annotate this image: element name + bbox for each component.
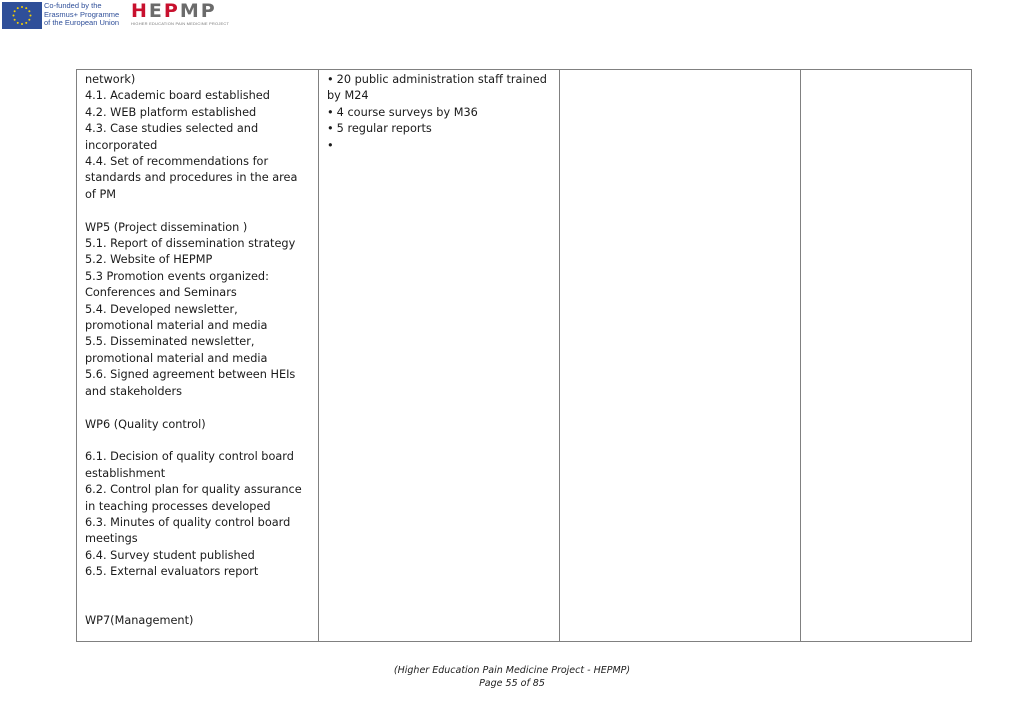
deliverable-line: promotional material and media [85, 351, 268, 365]
deliverable-line: 4.3. Case studies selected and [85, 122, 259, 136]
star-icon [28, 10, 30, 12]
logo-letter: M [179, 0, 201, 22]
deliverable-line: 4.4. Set of recommendations for [85, 155, 269, 169]
blank-line [85, 597, 310, 613]
blank-line [85, 433, 310, 449]
logo-letter: P [163, 0, 180, 22]
footer-project: (Higher Education Pain Medicine Project - HEPMP) [393, 665, 631, 676]
logo-letter: E [148, 0, 164, 22]
deliverable-line: meetings [85, 532, 138, 546]
deliverable-line: 6.3. Minutes of quality control board [85, 515, 291, 529]
deliverable-line: 6.1. Decision of quality control board [85, 450, 294, 464]
indicators-cell [319, 70, 560, 642]
indicator-line: by M24 [327, 89, 369, 103]
eu-line: Erasmus+ Programme [44, 9, 120, 19]
star-icon [17, 7, 19, 9]
star-icon [14, 10, 16, 12]
star-icon [30, 15, 32, 17]
deliverable-line: WP6 (Quality control) [85, 417, 206, 431]
star-icon [25, 7, 27, 9]
outputs-table [76, 69, 972, 642]
indicator-bullet [327, 138, 551, 154]
deliverable-line: 5.1. Report of dissemination strategy [85, 237, 296, 251]
indicator-bullet: • 5 regular reports [327, 121, 551, 137]
deliverable-line: 5.5. Disseminated newsletter, [85, 335, 255, 349]
page-footer [0, 664, 1024, 690]
deliverable-line: 6.2. Control plan for quality assurance [85, 483, 302, 497]
deliverable-line: in teaching processes developed [85, 499, 271, 513]
logo-subtitle: HIGHER EDUCATION PAIN MEDICINE PROJECT [131, 21, 230, 26]
deliverable-line: network) [85, 73, 136, 86]
indicator-bullet: • 20 public administration staff trained [327, 72, 551, 88]
deliverable-line: 5.4. Developed newsletter, [85, 302, 238, 316]
indicator-bullet: • 4 course surveys by M36 [327, 105, 551, 121]
deliverable-line: 6.5. External evaluators report [85, 565, 259, 579]
star-icon [14, 19, 16, 21]
deliverable-line: promotional material and media [85, 319, 268, 333]
blank-line [85, 400, 310, 416]
page-header [0, 0, 260, 34]
deliverable-line: incorporated [85, 138, 158, 152]
logo-letter: P [200, 0, 217, 22]
deliverable-line: 4.2. WEB platform established [85, 105, 257, 119]
table-row [77, 70, 972, 642]
empty-cell [560, 70, 801, 642]
star-icon [17, 22, 19, 24]
eu-line: Co-funded by the [44, 1, 102, 10]
deliverable-line: 6.4. Survey student published [85, 548, 255, 562]
deliverables-cell [77, 70, 319, 642]
star-icon [28, 19, 30, 21]
deliverable-line: standards and procedures in the area [85, 171, 298, 185]
star-icon [21, 23, 23, 25]
eu-line: of the European Union [44, 18, 120, 28]
deliverable-line: Conferences and Seminars [85, 286, 237, 300]
blank-line [85, 581, 310, 597]
deliverable-line: establishment [85, 466, 166, 480]
eu-funding-text [44, 2, 129, 28]
deliverable-line: 4.1. Academic board established [85, 89, 270, 103]
deliverable-line: 5.3 Promotion events organized: [85, 269, 269, 283]
hepmp-logo [131, 0, 217, 22]
star-icon [21, 6, 23, 8]
blank-line [85, 203, 310, 219]
deliverable-line: WP7(Management) [85, 614, 194, 628]
deliverable-line: and stakeholders [85, 384, 183, 398]
deliverable-line: of PM [85, 187, 117, 201]
logo-letter: H [131, 0, 149, 22]
deliverable-line: WP5 (Project dissemination ) [85, 220, 248, 234]
footer-page-number: Page 55 of 85 [479, 678, 545, 689]
eu-flag-icon [2, 2, 42, 29]
deliverable-line: 5.6. Signed agreement between HEIs [85, 368, 296, 382]
deliverable-line: 5.2. Website of HEPMP [85, 253, 213, 267]
star-icon [13, 15, 15, 17]
empty-cell [801, 70, 972, 642]
star-icon [25, 22, 27, 24]
